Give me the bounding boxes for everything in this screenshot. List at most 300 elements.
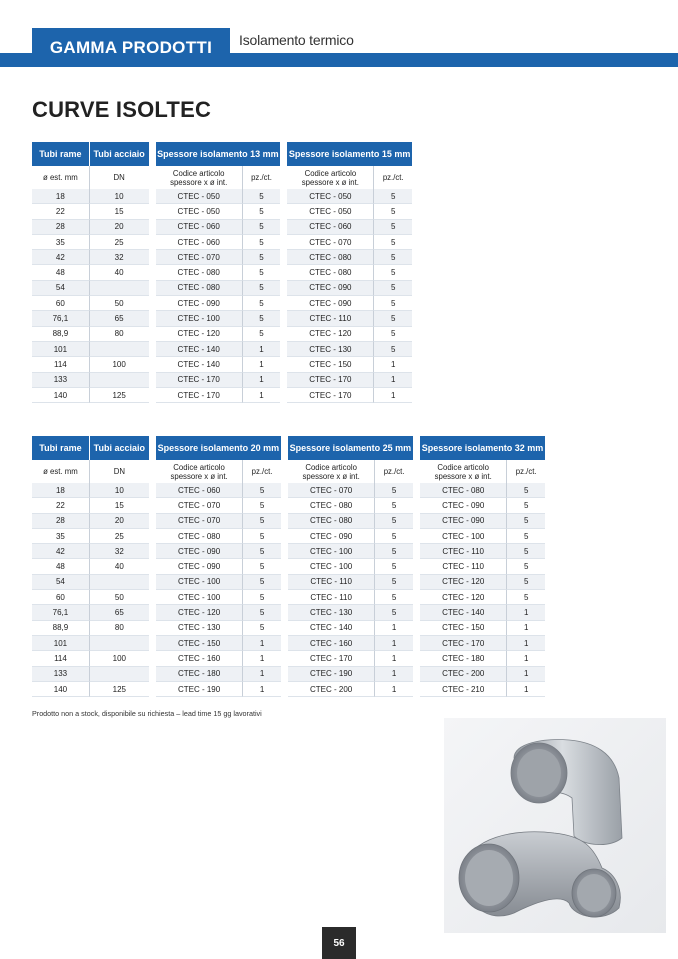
header-spessore-group: Spessore isolamento 32 mm [420, 436, 545, 460]
cell-pz: 5 [374, 220, 412, 235]
cell-codice: CTEC - 150 [156, 636, 243, 651]
cell-codice: CTEC - 070 [156, 250, 243, 265]
cell-pz: 5 [243, 498, 281, 513]
cell-pz: 1 [507, 651, 545, 666]
table-row [32, 544, 545, 559]
gap [280, 189, 287, 204]
cell-dn: 25 [90, 235, 149, 250]
cell-pz: 5 [507, 514, 545, 529]
table-row [32, 575, 545, 590]
gap [281, 682, 288, 697]
cell-pz: 5 [375, 605, 413, 620]
cell-codice: CTEC - 080 [287, 250, 374, 265]
gap [149, 621, 156, 636]
subheader-est-mm: ø est. mm [32, 460, 90, 483]
cell-pz: 1 [375, 667, 413, 682]
cell-est-mm: 88,9 [32, 621, 90, 636]
cell-codice: CTEC - 070 [287, 235, 374, 250]
cell-est-mm: 35 [32, 235, 90, 250]
table-row [32, 327, 412, 342]
table-row [32, 605, 545, 620]
cell-pz: 5 [507, 590, 545, 605]
cell-codice: CTEC - 080 [156, 529, 243, 544]
cell-codice: CTEC - 060 [287, 220, 374, 235]
cell-codice: CTEC - 080 [156, 265, 243, 280]
cell-pz: 1 [375, 682, 413, 697]
table-row [32, 682, 545, 697]
cell-codice: CTEC - 090 [420, 498, 507, 513]
cell-est-mm: 101 [32, 636, 90, 651]
subheader-codice-line2: spessore x ø int. [434, 471, 492, 481]
cell-pz: 5 [243, 296, 280, 311]
cell-pz: 5 [243, 311, 280, 326]
cell-pz: 1 [243, 357, 280, 372]
cell-est-mm: 60 [32, 590, 90, 605]
cell-dn [90, 342, 149, 357]
cell-pz: 5 [374, 296, 412, 311]
gap [149, 529, 156, 544]
table-row [32, 296, 412, 311]
cell-dn: 100 [90, 357, 149, 372]
cell-codice: CTEC - 140 [288, 621, 375, 636]
cell-codice: CTEC - 080 [288, 498, 375, 513]
cell-pz: 5 [243, 189, 280, 204]
table-row [32, 342, 412, 357]
cell-codice: CTEC - 210 [420, 682, 507, 697]
cell-codice: CTEC - 110 [420, 559, 507, 574]
cell-codice: CTEC - 200 [420, 667, 507, 682]
cell-pz: 1 [375, 636, 413, 651]
subheader-codice [420, 460, 507, 483]
gap [149, 235, 156, 250]
cell-pz: 1 [375, 621, 413, 636]
subheader-codice-line1: Codice articolo [304, 168, 357, 178]
gap [281, 514, 288, 529]
cell-dn: 80 [90, 327, 149, 342]
gap [281, 559, 288, 574]
gap [281, 590, 288, 605]
subheader-codice-line2: spessore x ø int. [301, 177, 359, 187]
cell-dn [90, 281, 149, 296]
cell-pz: 1 [243, 342, 280, 357]
gap [281, 605, 288, 620]
gap [280, 327, 287, 342]
cell-pz: 5 [243, 204, 280, 219]
cell-dn [90, 667, 149, 682]
gap [149, 142, 156, 166]
cell-codice: CTEC - 080 [420, 483, 507, 498]
section-subtitle: Isolamento termico [239, 32, 354, 48]
cell-codice: CTEC - 100 [156, 575, 243, 590]
cell-codice: CTEC - 150 [287, 357, 374, 372]
cell-pz: 5 [374, 327, 412, 342]
cell-codice: CTEC - 130 [288, 605, 375, 620]
cell-pz: 5 [375, 575, 413, 590]
gap [281, 544, 288, 559]
cell-est-mm: 22 [32, 498, 90, 513]
header-tubi-acciaio: Tubi acciaio [90, 436, 149, 460]
subheader-codice-line1: Codice articolo [305, 462, 357, 472]
table-row [32, 204, 412, 219]
gap [149, 265, 156, 280]
cell-pz: 5 [375, 514, 413, 529]
cell-codice: CTEC - 160 [288, 636, 375, 651]
cell-pz: 5 [243, 575, 281, 590]
cell-est-mm: 88,9 [32, 327, 90, 342]
cell-est-mm: 101 [32, 342, 90, 357]
gap [281, 575, 288, 590]
cell-pz: 5 [374, 204, 412, 219]
table-row [32, 514, 545, 529]
cell-pz: 5 [375, 529, 413, 544]
cell-pz: 5 [243, 235, 280, 250]
cell-codice: CTEC - 190 [288, 667, 375, 682]
cell-codice: CTEC - 070 [288, 483, 375, 498]
cell-codice: CTEC - 170 [156, 373, 243, 388]
table-header-row [32, 436, 545, 460]
gap [281, 636, 288, 651]
header-spessore-group: Spessore isolamento 13 mm [156, 142, 281, 166]
header-spessore-group: Spessore isolamento 20 mm [156, 436, 281, 460]
cell-pz: 5 [243, 529, 281, 544]
table-row [32, 498, 545, 513]
gap [413, 436, 420, 460]
gap [149, 327, 156, 342]
cell-est-mm: 28 [32, 514, 90, 529]
subheader-pz: pz./ct. [374, 166, 412, 189]
table-row [32, 189, 412, 204]
cell-codice: CTEC - 120 [156, 327, 243, 342]
cell-dn: 15 [90, 498, 149, 513]
cell-codice: CTEC - 090 [287, 281, 374, 296]
cell-codice: CTEC - 170 [156, 388, 243, 403]
cell-codice: CTEC - 080 [156, 281, 243, 296]
cell-dn: 15 [90, 204, 149, 219]
cell-est-mm: 35 [32, 529, 90, 544]
gap [280, 204, 287, 219]
gap [280, 342, 287, 357]
cell-est-mm: 76,1 [32, 605, 90, 620]
cell-pz: 5 [375, 590, 413, 605]
cell-est-mm: 18 [32, 483, 90, 498]
cell-codice: CTEC - 090 [420, 514, 507, 529]
gap [149, 436, 156, 460]
gap [281, 621, 288, 636]
cell-codice: CTEC - 090 [288, 529, 375, 544]
cell-est-mm: 133 [32, 667, 90, 682]
cell-codice: CTEC - 170 [420, 636, 507, 651]
cell-codice: CTEC - 080 [287, 265, 374, 280]
cell-dn: 10 [90, 189, 149, 204]
gap [413, 529, 420, 544]
cell-pz: 5 [374, 189, 412, 204]
cell-codice: CTEC - 090 [156, 544, 243, 559]
cell-pz: 5 [374, 281, 412, 296]
cell-pz: 1 [243, 682, 281, 697]
cell-codice: CTEC - 090 [287, 296, 374, 311]
cell-codice: CTEC - 050 [287, 204, 374, 219]
table-header-row [32, 142, 412, 166]
cell-pz: 5 [374, 250, 412, 265]
product-table-13-15mm [32, 142, 412, 403]
cell-pz: 5 [507, 559, 545, 574]
gap [149, 311, 156, 326]
subheader-codice [156, 166, 243, 189]
cell-pz: 5 [507, 498, 545, 513]
cell-dn: 40 [90, 265, 149, 280]
gap [280, 311, 287, 326]
subheader-codice-line1: Codice articolo [437, 462, 489, 472]
cell-pz: 5 [243, 483, 281, 498]
cell-pz: 5 [243, 514, 281, 529]
cell-pz: 5 [243, 605, 281, 620]
table-row [32, 529, 545, 544]
gap [149, 575, 156, 590]
subheader-pz: pz./ct. [375, 460, 413, 483]
cell-pz: 5 [507, 483, 545, 498]
table-row [32, 373, 412, 388]
cell-codice: CTEC - 140 [156, 357, 243, 372]
gap [413, 605, 420, 620]
gap [281, 498, 288, 513]
gap [413, 498, 420, 513]
subheader-pz: pz./ct. [243, 460, 281, 483]
gap [413, 514, 420, 529]
cell-codice: CTEC - 170 [287, 388, 374, 403]
cell-dn: 32 [90, 250, 149, 265]
gap [149, 357, 156, 372]
gap [149, 189, 156, 204]
cell-codice: CTEC - 110 [288, 575, 375, 590]
gap [149, 388, 156, 403]
cell-dn: 125 [90, 388, 149, 403]
cell-codice: CTEC - 110 [288, 590, 375, 605]
cell-pz: 5 [243, 621, 281, 636]
product-table-20-25-32mm [32, 436, 545, 697]
gap [280, 281, 287, 296]
gap [413, 544, 420, 559]
gap [149, 166, 156, 189]
cell-pz: 1 [507, 636, 545, 651]
header-spessore-group: Spessore isolamento 25 mm [288, 436, 413, 460]
header-tubi-acciaio: Tubi acciaio [90, 142, 149, 166]
cell-dn: 25 [90, 529, 149, 544]
cell-pz: 5 [375, 498, 413, 513]
gap [281, 460, 288, 483]
cell-est-mm: 22 [32, 204, 90, 219]
cell-dn [90, 373, 149, 388]
cell-codice: CTEC - 120 [156, 605, 243, 620]
cell-dn: 65 [90, 605, 149, 620]
cell-est-mm: 114 [32, 651, 90, 666]
gap [149, 483, 156, 498]
gap [281, 483, 288, 498]
cell-dn: 100 [90, 651, 149, 666]
gap [149, 460, 156, 483]
gap [149, 559, 156, 574]
subheader-pz: pz./ct. [507, 460, 545, 483]
cell-pz: 5 [243, 544, 281, 559]
cell-codice: CTEC - 110 [420, 544, 507, 559]
subheader-codice [288, 460, 375, 483]
gap [149, 605, 156, 620]
gap [280, 357, 287, 372]
gap [413, 621, 420, 636]
gap [149, 204, 156, 219]
page-title: CURVE ISOLTEC [32, 97, 212, 122]
table-subheader-row [32, 166, 412, 189]
cell-codice: CTEC - 090 [156, 296, 243, 311]
gap [149, 514, 156, 529]
subheader-codice-line2: spessore x ø int. [302, 471, 360, 481]
cell-pz: 1 [243, 373, 280, 388]
table-row [32, 281, 412, 296]
cell-dn: 20 [90, 220, 149, 235]
cell-pz: 5 [243, 250, 280, 265]
cell-pz: 5 [243, 265, 280, 280]
subheader-pz: pz./ct. [243, 166, 280, 189]
cell-est-mm: 48 [32, 559, 90, 574]
cell-pz: 5 [375, 559, 413, 574]
gap [149, 590, 156, 605]
cell-codice: CTEC - 120 [287, 327, 374, 342]
cell-dn [90, 575, 149, 590]
subheader-dn: DN [90, 166, 149, 189]
cell-pz: 5 [374, 235, 412, 250]
cell-pz: 1 [374, 357, 412, 372]
table-row [32, 357, 412, 372]
header-spessore-group: Spessore isolamento 15 mm [287, 142, 412, 166]
cell-codice: CTEC - 080 [288, 514, 375, 529]
cell-codice: CTEC - 140 [420, 605, 507, 620]
cell-pz: 5 [243, 590, 281, 605]
cell-pz: 1 [243, 667, 281, 682]
cell-pz: 5 [243, 559, 281, 574]
cell-pz: 5 [243, 327, 280, 342]
gap [280, 166, 287, 189]
cell-dn: 40 [90, 559, 149, 574]
cell-pz: 5 [507, 575, 545, 590]
subheader-codice-line1: Codice articolo [173, 462, 225, 472]
cell-est-mm: 114 [32, 357, 90, 372]
cell-dn: 80 [90, 621, 149, 636]
cell-codice: CTEC - 070 [156, 514, 243, 529]
gap [280, 265, 287, 280]
cell-codice: CTEC - 120 [420, 575, 507, 590]
cell-est-mm: 140 [32, 388, 90, 403]
gap [149, 281, 156, 296]
page-number: 56 [322, 927, 356, 959]
table-row [32, 559, 545, 574]
cell-codice: CTEC - 100 [156, 311, 243, 326]
cell-est-mm: 42 [32, 250, 90, 265]
section-tag: GAMMA PRODOTTI [32, 28, 230, 67]
cell-pz: 5 [243, 281, 280, 296]
gap [280, 373, 287, 388]
cell-est-mm: 60 [32, 296, 90, 311]
cell-pz: 1 [507, 667, 545, 682]
cell-codice: CTEC - 060 [156, 235, 243, 250]
gap [280, 142, 287, 166]
gap [413, 651, 420, 666]
cell-codice: CTEC - 100 [288, 544, 375, 559]
cell-est-mm: 133 [32, 373, 90, 388]
cell-codice: CTEC - 170 [288, 651, 375, 666]
table-row [32, 667, 545, 682]
subheader-codice-line2: spessore x ø int. [170, 471, 228, 481]
cell-codice: CTEC - 180 [420, 651, 507, 666]
cell-codice: CTEC - 090 [156, 559, 243, 574]
cell-dn: 32 [90, 544, 149, 559]
table-row [32, 220, 412, 235]
cell-pz: 5 [375, 544, 413, 559]
gap [280, 220, 287, 235]
cell-pz: 1 [243, 636, 281, 651]
table-row [32, 235, 412, 250]
cell-pz: 1 [243, 388, 280, 403]
gap [280, 250, 287, 265]
cell-codice: CTEC - 130 [156, 621, 243, 636]
gap [280, 235, 287, 250]
cell-dn: 50 [90, 590, 149, 605]
table-row [32, 483, 545, 498]
cell-dn: 50 [90, 296, 149, 311]
gap [149, 296, 156, 311]
gap [149, 682, 156, 697]
gap [281, 529, 288, 544]
table-row [32, 388, 412, 403]
cell-codice: CTEC - 180 [156, 667, 243, 682]
table-row [32, 621, 545, 636]
cell-dn: 65 [90, 311, 149, 326]
gap [149, 636, 156, 651]
gap [413, 667, 420, 682]
cell-est-mm: 54 [32, 575, 90, 590]
subheader-codice-line1: Codice articolo [172, 168, 225, 178]
elbow-photo [444, 718, 666, 933]
gap [149, 651, 156, 666]
cell-dn: 125 [90, 682, 149, 697]
cell-est-mm: 54 [32, 281, 90, 296]
cell-codice: CTEC - 100 [156, 590, 243, 605]
cell-est-mm: 76,1 [32, 311, 90, 326]
header-tubi-rame: Tubi rame [32, 142, 90, 166]
cell-codice: CTEC - 060 [156, 220, 243, 235]
cell-dn: 10 [90, 483, 149, 498]
cell-codice: CTEC - 190 [156, 682, 243, 697]
cell-pz: 1 [507, 682, 545, 697]
cell-dn [90, 636, 149, 651]
gap [149, 220, 156, 235]
gap [280, 296, 287, 311]
cell-est-mm: 140 [32, 682, 90, 697]
table-subheader-row [32, 460, 545, 483]
cell-pz: 1 [243, 651, 281, 666]
subheader-est-mm: ø est. mm [32, 166, 90, 189]
subheader-dn: DN [90, 460, 149, 483]
availability-note: Prodotto non a stock, disponibile su richiesta – lead time 15 gg lavorativi [32, 709, 262, 718]
cell-pz: 5 [243, 220, 280, 235]
subheader-codice-line2: spessore x ø int. [170, 177, 228, 187]
gap [413, 682, 420, 697]
cell-codice: CTEC - 140 [156, 342, 243, 357]
gap [280, 388, 287, 403]
cell-codice: CTEC - 110 [287, 311, 374, 326]
cell-codice: CTEC - 100 [420, 529, 507, 544]
gap [281, 436, 288, 460]
table-row [32, 265, 412, 280]
cell-pz: 1 [375, 651, 413, 666]
